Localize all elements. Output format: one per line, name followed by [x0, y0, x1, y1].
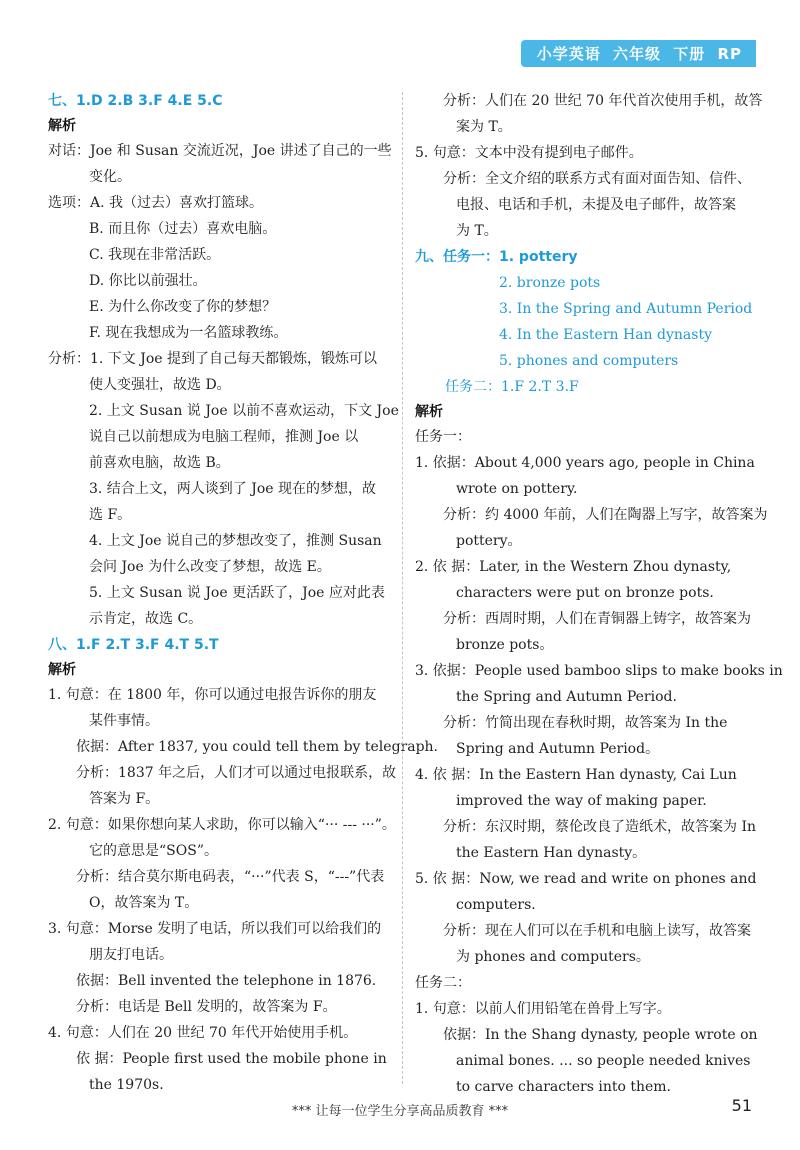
text-line: 分析：全文介绍的联系方式有面对面告知、信件、: [443, 171, 751, 187]
text-line: 前喜欢电脑，故选 B。: [89, 455, 230, 471]
text-line: 变化。: [89, 169, 131, 185]
text-line: 分析：电话是 Bell 发明的，故答案为 F。: [76, 999, 337, 1015]
text-line: 分析：1837 年之后，人们才可以通过电报联系，故: [76, 765, 397, 781]
text-line: 任务一：: [415, 429, 471, 445]
text-line: 1. 句意：以前人们用铅笔在兽骨上写字。: [415, 1001, 671, 1017]
text-line: 2. 依 据：Later, in the Western Zhou dynasty,: [415, 559, 732, 575]
text-line: C. 我现在非常活跃。: [89, 247, 221, 263]
text-line: 依 据：People first used the mobile phone in: [76, 1051, 387, 1067]
page-number: 51: [731, 1096, 752, 1115]
text-line: 依据：Bell invented the telephone in 1876.: [76, 973, 377, 989]
text-line: 会问 Joe 为什么改变了梦想，故选 E。: [89, 559, 331, 575]
text-line: 1. 依据：About 4,000 years ago, people in China: [415, 455, 755, 471]
text-line: 电报、电话和手机，未提及电子邮件，故答案: [456, 197, 736, 213]
section-answer-heading: 八、1.F 2.T 3.F 4.T 5.T: [48, 637, 219, 653]
text-line: 2. 上文 Susan 说 Joe 以前不喜欢运动，下文 Joe: [89, 403, 399, 419]
text-line: the 1970s.: [89, 1077, 164, 1093]
text-line: 3. 句意：Morse 发明了电话，所以我们可以给我们的: [48, 921, 382, 937]
footer-slogan: *** 让每一位学生分享高品质教育 ***: [291, 1104, 509, 1119]
text-line: 答案为 F。: [89, 791, 160, 807]
book-badge: 小学英语 六年级 下册 RP: [521, 40, 756, 67]
text-line: 分析：人们在 20 世纪 70 年代首次使用手机，故答: [443, 93, 763, 109]
left-column: [48, 88, 439, 1098]
text-line: 说自己以前想成为电脑工程师，推测 Joe 以: [89, 429, 359, 445]
text-line: 示肯定，故选 C。: [89, 611, 203, 627]
text-line: bronze pots。: [456, 637, 554, 653]
text-line: 任务二：1.F 2.T 3.F: [445, 379, 579, 395]
text-line: 选 F。: [89, 507, 132, 523]
text-line: 任务二：: [415, 975, 471, 991]
text-line: 1. 句意：在 1800 年，你可以通过电报告诉你的朋友: [48, 687, 377, 703]
text-line: 4. 句意：人们在 20 世纪 70 年代开始使用手机。: [48, 1025, 358, 1041]
text-line: 分析：竹简出现在春秋时期，故答案为 In the: [443, 715, 728, 731]
analysis-label: 解析: [48, 118, 76, 134]
section-answer-heading: 九、任务一：1. pottery: [415, 249, 578, 265]
text-line: 分析：约 4000 年前，人们在陶器上写字，故答案为: [443, 507, 768, 523]
text-line: 为 phones and computers。: [456, 949, 650, 965]
analysis-label: 解析: [415, 404, 443, 420]
text-line: D. 你比以前强壮。: [89, 273, 207, 289]
text-line: animal bones. ... so people needed knives: [456, 1053, 751, 1069]
text-line: pottery。: [456, 533, 522, 549]
text-line: 分析：西周时期，人们在青铜器上铸字，故答案为: [443, 611, 751, 627]
text-line: 4. 依 据：In the Eastern Han dynasty, Cai Lun: [415, 767, 737, 783]
text-line: F. 现在我想成为一名篮球教练。: [89, 325, 288, 341]
text-line: 依据：After 1837, you could tell them by telegraph.: [76, 739, 439, 755]
analysis-label: 解析: [48, 662, 76, 678]
text-line: 分析：1. 下文 Joe 提到了自己每天都锻炼，锻炼可以: [48, 351, 378, 367]
text-line: 5. 句意：文本中没有提到电子邮件。: [415, 145, 643, 161]
right-column: [415, 88, 783, 1100]
text-line: O，故答案为 T。: [89, 895, 199, 911]
text-line: 朋友打电话。: [89, 947, 173, 963]
text-line: improved the way of making paper.: [456, 793, 707, 809]
text-line: 对话：Joe 和 Susan 交流近况，Joe 讲述了自己的一些: [48, 143, 392, 159]
text-line: 某件事情。: [89, 713, 159, 729]
text-line: characters were put on bronze pots.: [456, 585, 714, 601]
text-line: 3. 结合上文，两人谈到了 Joe 现在的梦想，故: [89, 481, 377, 497]
text-line: 选项：A. 我（过去）喜欢打篮球。: [48, 195, 264, 211]
text-line: 为 T。: [456, 223, 498, 239]
text-line: 5. 上文 Susan 说 Joe 更活跃了，Joe 应对此表: [89, 585, 385, 601]
text-line: 分析：东汉时期，蔡伦改良了造纸术，故答案为 In: [443, 819, 756, 835]
text-line: the Eastern Han dynasty。: [456, 845, 647, 861]
text-line: 它的意思是“SOS”。: [89, 843, 218, 859]
text-line: 依据：In the Shang dynasty, people wrote on: [443, 1027, 758, 1043]
text-line: 2. bronze pots: [499, 275, 601, 291]
text-line: 2. 句意：如果你想向某人求助，你可以输入“··· --- ···”。: [48, 817, 396, 833]
text-line: 5. phones and computers: [499, 353, 679, 369]
text-line: 4. 上文 Joe 说自己的梦想改变了，推测 Susan: [89, 533, 382, 549]
column-divider: [402, 92, 403, 1084]
text-line: 3. In the Spring and Autumn Period: [499, 301, 753, 317]
text-line: 5. 依 据：Now, we read and write on phones and: [415, 871, 757, 887]
text-line: computers.: [456, 897, 536, 913]
text-line: 使人变强壮，故选 D。: [89, 377, 231, 393]
text-line: 分析：现在人们可以在手机和电脑上读写，故答案: [443, 923, 751, 939]
text-line: to carve characters into them.: [456, 1079, 672, 1095]
text-line: B. 而且你（过去）喜欢电脑。: [89, 221, 277, 237]
section-answer-heading: 七、1.D 2.B 3.F 4.E 5.C: [48, 93, 223, 109]
text-line: wrote on pottery.: [456, 481, 578, 497]
text-line: 案为 T。: [456, 119, 512, 135]
text-line: 4. In the Eastern Han dynasty: [499, 327, 712, 343]
text-line: the Spring and Autumn Period.: [456, 689, 677, 705]
text-line: 3. 依据：People used bamboo slips to make books in: [415, 663, 783, 679]
text-line: E. 为什么你改变了你的梦想？: [89, 299, 277, 315]
text-line: 分析：结合莫尔斯电码表，“···”代表 S，“---”代表: [76, 869, 385, 885]
text-line: Spring and Autumn Period。: [456, 741, 660, 757]
